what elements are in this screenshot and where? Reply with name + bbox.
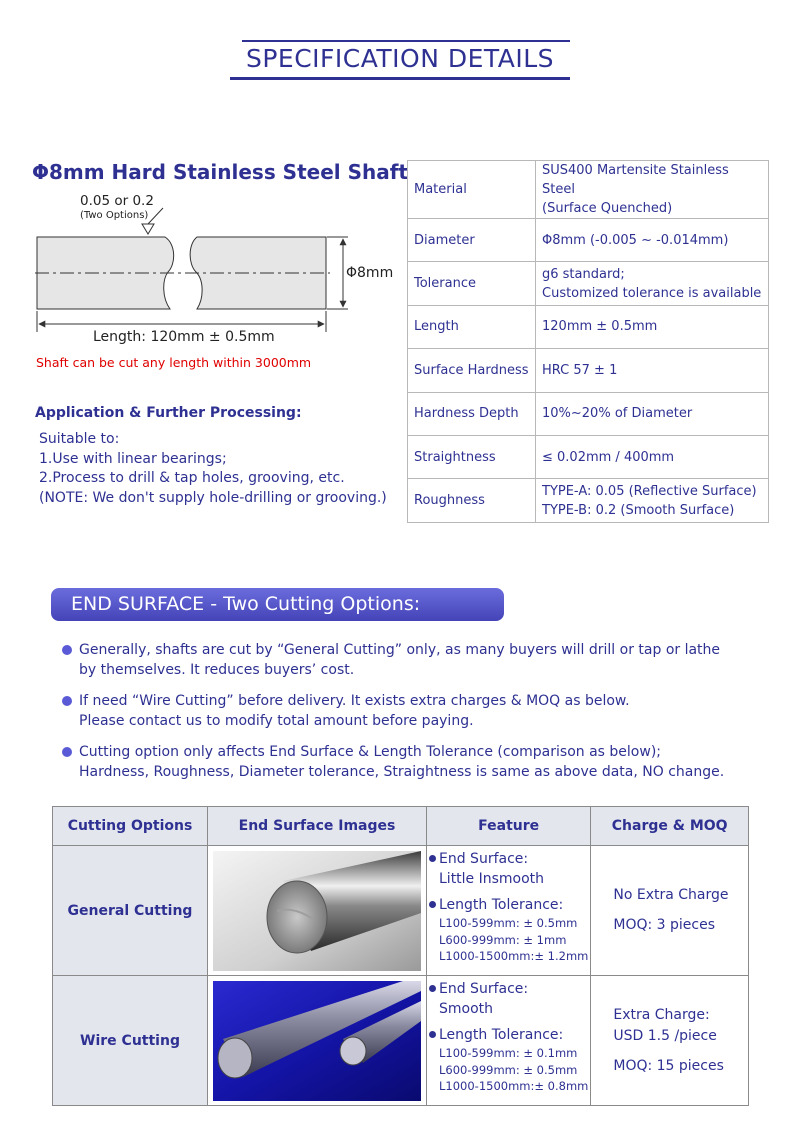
spec-row-material (408, 161, 769, 219)
spec-value: SUS400 Martensite Stainless Steel (Surface Quenched) (536, 161, 769, 219)
charge-text: USD 1.5 /piece (613, 1027, 717, 1044)
application-lines (39, 430, 387, 508)
cutting-table (52, 806, 749, 1106)
spec-row-roughness (408, 479, 769, 522)
end-surface-banner: END SURFACE - Two Cutting Options: (51, 588, 504, 621)
spec-key: Material (408, 161, 536, 219)
spec-key: Straightness (408, 435, 536, 478)
spec-row-hardness-depth (408, 392, 769, 435)
bullet-icon (429, 1031, 436, 1038)
spec-row-surface-hardness (408, 349, 769, 392)
length-label: Length: 120mm ± 0.5mm (93, 329, 275, 345)
chamfer-symbol (142, 224, 154, 234)
end-surface-bullets (62, 640, 762, 793)
header-cell: Charge & MOQ (591, 807, 749, 846)
spec-key: Surface Hardness (408, 349, 536, 392)
diameter-label: Φ8mm (346, 265, 394, 281)
chamfer-label: 0.05 or 0.2 (80, 193, 154, 209)
charge-text: No Extra Charge (613, 887, 729, 903)
spec-value: 10%~20% of Diameter (536, 392, 769, 435)
bullet-item: Cutting option only affects End Surface & Length Tolerance (comparison as below); Hardness, Roughness, Diameter tolerance, Straightness is same as above data, NO change. (62, 742, 762, 782)
tolerance-line: L600-999mm: ± 1mm (439, 932, 567, 947)
spec-value: ≤ 0.02mm / 400mm (536, 435, 769, 478)
title-rule-top (242, 40, 570, 42)
moq-text: MOQ: 3 pieces (613, 917, 715, 933)
spec-key: Hardness Depth (408, 392, 536, 435)
shaft-title: Φ8mm Hard Stainless Steel Shaft (32, 160, 408, 184)
application-title: Application & Further Processing: (35, 405, 302, 421)
spec-row-straightness (408, 435, 769, 478)
charge-text: Extra Charge: (613, 1006, 710, 1023)
bullet-icon (429, 855, 436, 862)
charge-cell (591, 846, 749, 976)
bullet-icon (429, 901, 436, 908)
steel-rods-blue-photo-icon (213, 981, 421, 1101)
spec-value: Φ8mm (-0.005 ~ -0.014mm) (536, 219, 769, 262)
tolerance-line: L100-599mm: ± 0.5mm (439, 916, 578, 930)
feature-cell: End Surface: Smooth Length Tolerance: L100-599mm: ± 0.1mm L600-999mm: ± 0.5mm L1000-1500mm:± 0.8mm (427, 976, 591, 1106)
application-line: 2.Process to drill & tap holes, grooving, etc. (39, 470, 345, 486)
tolerance-line: L600-999mm: ± 0.5mm (439, 1062, 578, 1077)
chamfer-note: (Two Options) (80, 210, 149, 221)
title-rule-bottom (230, 77, 570, 80)
bullet-item: Generally, shafts are cut by “General Cutting” only, as many buyers will drill or tap or lathe by themselves. It reduces buyers’ cost. (62, 640, 762, 680)
shaft-diagram (30, 188, 400, 348)
bullet-dot-icon (62, 747, 72, 757)
spec-row-diameter (408, 219, 769, 262)
spec-key: Tolerance (408, 262, 536, 305)
header-cell: End Surface Images (208, 807, 427, 846)
header-cell: Cutting Options (53, 807, 208, 846)
bullet-icon (429, 985, 436, 992)
steel-rod-photo-icon (213, 851, 421, 971)
image-cell (208, 976, 427, 1106)
bullet-item: If need “Wire Cutting” before delivery. It exists extra charges & MOQ as below. Please contact us to modify total amount before paying. (62, 691, 762, 731)
bullet-dot-icon (62, 696, 72, 706)
spec-value: TYPE-A: 0.05 (Reflective Surface) TYPE-B: 0.2 (Smooth Surface) (536, 479, 769, 522)
cutting-table-header (53, 807, 749, 846)
spec-table (407, 160, 769, 523)
tolerance-line: L1000-1500mm:± 1.2mm (439, 949, 589, 963)
application-line: 1.Use with linear bearings; (39, 450, 227, 467)
option-cell: General Cutting (53, 846, 208, 976)
spec-row-length (408, 305, 769, 348)
spec-row-tolerance (408, 262, 769, 305)
table-row (53, 976, 749, 1106)
application-line: Suitable to: (39, 431, 120, 447)
spec-key: Length (408, 305, 536, 348)
spec-key: Roughness (408, 479, 536, 522)
table-row (53, 846, 749, 976)
tolerance-line: L1000-1500mm:± 0.8mm (439, 1079, 589, 1093)
charge-cell (591, 976, 749, 1106)
feature-cell: End Surface: Little Insmooth Length Tolerance: L100-599mm: ± 0.5mm L600-999mm: ± 1mm L1000-1500mm:± 1.2mm (427, 846, 591, 976)
tolerance-line: L100-599mm: ± 0.1mm (439, 1046, 578, 1060)
spec-key: Diameter (408, 219, 536, 262)
application-line: (NOTE: We don't supply hole-drilling or grooving.) (39, 489, 387, 506)
header-cell: Feature (427, 807, 591, 846)
bullet-dot-icon (62, 645, 72, 655)
spec-value: 120mm ± 0.5mm (536, 305, 769, 348)
spec-value: g6 standard; Customized tolerance is available (536, 262, 769, 305)
moq-text: MOQ: 15 pieces (613, 1057, 724, 1074)
image-cell (208, 846, 427, 976)
spec-value: HRC 57 ± 1 (536, 349, 769, 392)
option-cell: Wire Cutting (53, 976, 208, 1106)
page-title: SPECIFICATION DETAILS (245, 44, 555, 73)
cut-length-note: Shaft can be cut any length within 3000mm (36, 355, 312, 370)
